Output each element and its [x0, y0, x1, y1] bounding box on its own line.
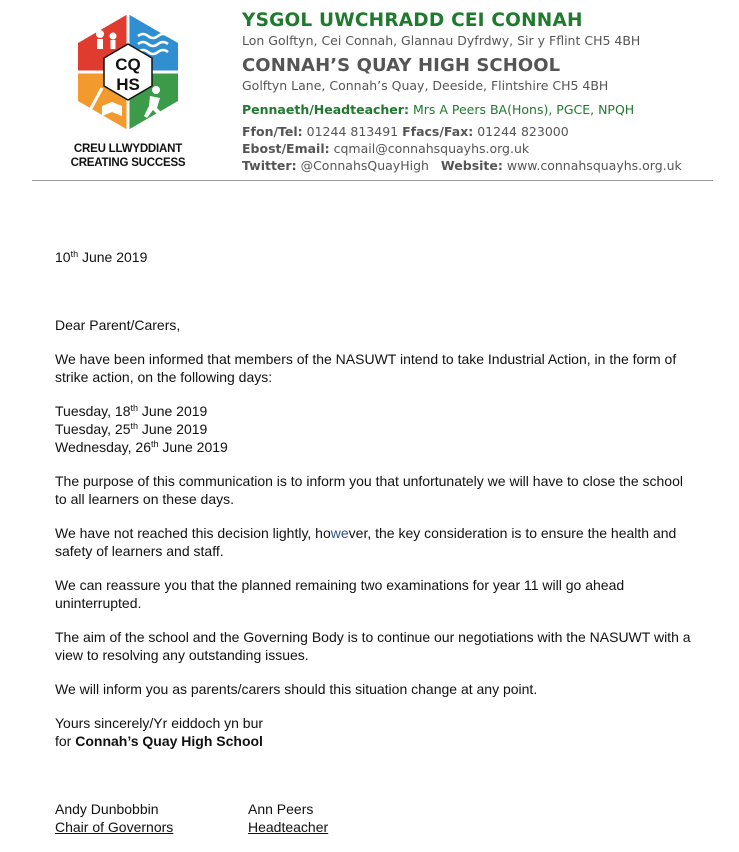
headteacher-label: Pennaeth/Headteacher: — [242, 102, 409, 117]
signatory-chair — [55, 800, 173, 836]
signatory-headteacher — [248, 800, 328, 836]
signatory-name: Andy Dunbobbin — [55, 801, 159, 817]
logo-initials-top: CQ — [115, 55, 141, 74]
address-english: Golftyn Lane, Connah’s Quay, Deeside, Flintshire CH5 4BH — [242, 78, 609, 93]
closing-block — [55, 714, 695, 750]
phone-line — [242, 123, 722, 140]
headteacher-value: Mrs A Peers BA(Hons), PGCE, NPQH — [412, 102, 635, 117]
strike-dates-list — [55, 402, 695, 456]
paragraph-examinations: We can reassure you that the planned remaining two examinations for year 11 will go ahead uninterrupted. — [55, 577, 625, 611]
email-value[interactable]: cqmail@connahsquayhs.org.uk — [333, 141, 530, 156]
logo-motto — [58, 142, 198, 170]
fax-label: Ffacs/Fax: — [402, 124, 474, 139]
strike-date: Tuesday, 25th June 2019 — [55, 421, 208, 437]
tel-label: Ffon/Tel: — [242, 124, 303, 139]
salutation: Dear Parent/Carers, — [55, 317, 181, 333]
paragraph-decision: We have not reached this decision lightly, however, the key consideration is to ensure the health and safety of learners and staff. — [55, 525, 677, 559]
letter-date: 10th June 2019 — [55, 249, 148, 265]
paragraph-industrial-action: We have been informed that members of the NASUWT intend to take Industrial Action, in the form of strike action, on the following days: — [55, 351, 677, 385]
headteacher-line — [242, 101, 722, 118]
school-logo — [58, 10, 198, 175]
strike-date: Wednesday, 26th June 2019 — [55, 439, 228, 455]
paragraph-school-closure: The purpose of this communication is to inform you that unfortunately we will have to close the school to all learners on these days. — [55, 473, 683, 507]
closing-line: Yours sincerely/Yr eiddoch yn bur — [55, 715, 264, 731]
cqhs-hexagon-emblem — [66, 10, 190, 134]
header-divider — [32, 180, 713, 181]
closing-for-line: for Connah’s Quay High School — [55, 733, 263, 749]
address-welsh: Lon Golftyn, Cei Connah, Glannau Dyfrdwy, Sir y Fflint CH5 4BH — [242, 33, 641, 48]
email-label: Ebost/Email: — [242, 141, 330, 156]
signatory-title: Headteacher — [248, 819, 329, 835]
strike-date: Tuesday, 18th June 2019 — [55, 403, 208, 419]
motto-welsh: CREU LLWYDDIANT — [73, 143, 183, 155]
fax-value: 01244 823000 — [477, 124, 569, 139]
school-name-english: CONNAH’S QUAY HIGH SCHOOL — [242, 55, 561, 76]
social-line — [242, 157, 722, 174]
logo-initials-bottom: HS — [116, 75, 140, 94]
website-value[interactable]: www.connahsquayhs.org.uk — [506, 158, 682, 173]
paragraph-updates: We will inform you as parents/carers should this situation change at any point. — [55, 681, 538, 697]
email-line — [242, 140, 722, 157]
tel-value: 01244 813491 — [306, 124, 399, 139]
website-label: Website: — [440, 158, 503, 173]
letterhead-text — [242, 10, 722, 174]
twitter-value[interactable]: @ConnahsQuayHigh — [300, 158, 429, 173]
paragraph-negotiations: The aim of the school and the Governing Body is to continue our negotiations with the NASUWT with a view to resolving any outstanding issues. — [55, 629, 691, 663]
twitter-label: Twitter: — [242, 158, 297, 173]
signatory-title: Chair of Governors — [55, 819, 174, 835]
school-name-welsh: YSGOL UWCHRADD CEI CONNAH — [242, 10, 583, 31]
signatory-name: Ann Peers — [248, 801, 314, 817]
motto-english: CREATING SUCCESS — [70, 157, 186, 169]
